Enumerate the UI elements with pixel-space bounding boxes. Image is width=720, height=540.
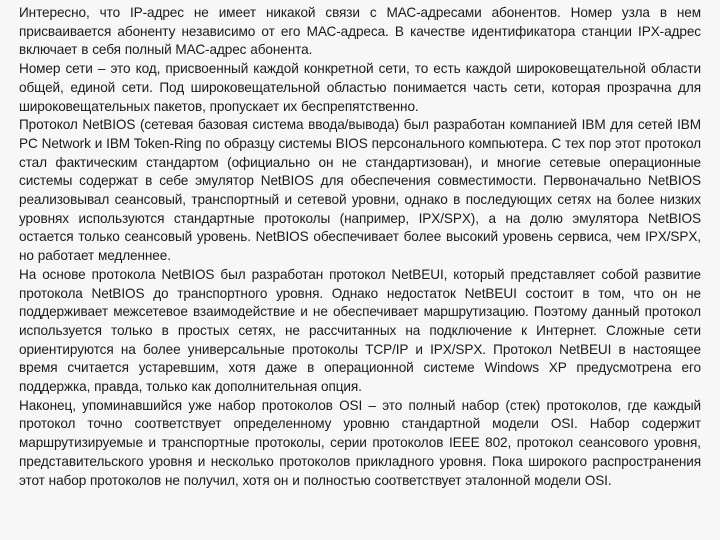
paragraph-ip-address: Интересно, что IP-адрес не имеет никакой связи с МАС-адресами абонентов. Номер узла в нем присваивается абоненту независимо от его МАС-адреса. В качестве идентификатора станции IPX-адрес включает в себя полный МАС-адрес абонента.	[19, 5, 701, 58]
paragraph-network-number: Номер сети – это код, присвоенный каждой конкретной сети, то есть каждой широковещательной области общей, единой сети. Под широковещательной областью понимается часть сети, которая прозрачна для широковещательных пакетов, пропускает их беспрепятственно.	[19, 61, 701, 114]
paragraph-netbios: Протокол NetBIOS (сетевая базовая система ввода/вывода) был разработан компанией IBM для сетей IBM PC Network и IBM Token-Ring по образцу системы BIOS персонального компьютера. С тех пор этот протокол стал фактическим стандартом (официально он не стандартизован), и многие сетевые операционные системы содержат в себе эмулятор NetBIOS для обеспечения совместимости. Первоначально NetBIOS реализовывал сеансовый, транспортный и сетевой уровни, однако в последующих сетях на более низких уровнях используются стандартные протоколы (например, IPX/SPX), а на долю эмулятора NetBIOS остается только сеансовый уровень. NetBIOS обеспечивает более высокий уровень сервиса, чем IPX/SPX, но работает медленнее.	[19, 117, 701, 264]
paragraph-osi: Наконец, упоминавшийся уже набор протоколов OSI – это полный набор (стек) протоколов, где каждый протокол точно соответствует определенному уровню стандартной модели OSI. Набор содержит маршрутизируемые и транспортные протоколы, серии протоколов IEEE 802, протокол сеансового уровня, представительского уровня и несколько протоколов прикладного уровня. Пока широкого распространения этот набор протоколов не получил, хотя он и полностью соответствует эталонной модели OSI.	[19, 397, 701, 488]
paragraph-netbeui: На основе протокола NetBIOS был разработан протокол NetBEUI, который представляет собой развитие протокола NetBIOS до транспортного уровня. Однако недостаток NetBEUI состоит в том, что он не поддерживает межсетевое взаимодействие и не обеспечивает маршрутизацию. Поэтому данный протокол используется только в простых сетях, не рассчитанных на подключение к Интернет. Сложные сети ориентируются на более универсальные протоколы TCP/IP и IPX/SPX. Протокол NetBEUI в настоящее время считается устаревшим, хотя даже в операционной системе Windows XP предусмотрена его поддержка, правда, только как дополнительная опция.	[19, 266, 701, 395]
